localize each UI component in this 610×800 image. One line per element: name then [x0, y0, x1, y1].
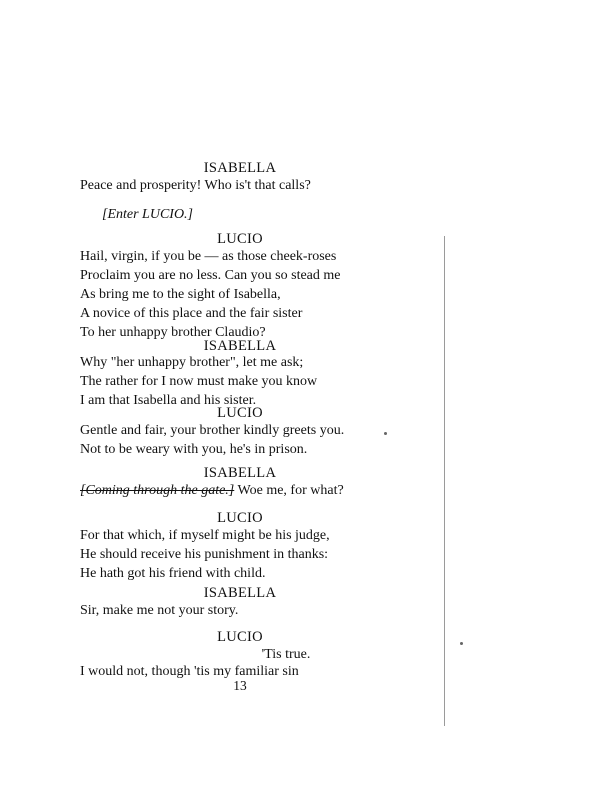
dialogue-line: Hail, virgin, if you be — as those cheek-roses [80, 249, 337, 264]
dialogue-line: For that which, if myself might be his judge, [80, 528, 330, 543]
dialogue-line: 'Tis true. [261, 647, 311, 662]
speaker-name: LUCIO [217, 510, 263, 526]
dialogue-line: Why "her unhappy brother", let me ask; [80, 355, 304, 370]
scan-speck [384, 432, 387, 435]
dialogue-text: Woe me, for what? [237, 483, 344, 498]
speaker-name: ISABELLA [203, 465, 277, 481]
page-number: 13 [233, 678, 247, 693]
dialogue-line: Proclaim you are no less. Can you so stead me [80, 268, 341, 283]
struck-stage-direction: [Coming through the gate.] [80, 483, 235, 498]
dialogue-line: As bring me to the sight of Isabella, [80, 287, 281, 302]
stage-direction: [Enter LUCIO.] [102, 207, 194, 222]
dialogue-line: A novice of this place and the fair sister [80, 306, 303, 321]
dialogue-line: Peace and prosperity! Who is't that calls? [80, 178, 311, 193]
dialogue-line: He should receive his punishment in thanks: [80, 547, 329, 562]
dialogue-line: I am that Isabella and his sister. [80, 393, 257, 408]
speaker-name: LUCIO [217, 231, 263, 247]
speaker-name: ISABELLA [203, 338, 277, 354]
dialogue-line: To her unhappy brother Claudio? [80, 325, 266, 340]
dialogue-line: He hath got his friend with child. [80, 566, 266, 581]
speaker-name: LUCIO [217, 629, 263, 645]
dialogue-line: Not to be weary with you, he's in prison. [80, 442, 308, 457]
dialogue-line: Sir, make me not your story. [80, 603, 239, 618]
speaker-name: ISABELLA [203, 160, 277, 176]
dialogue-line: Gentle and fair, your brother kindly greets you. [80, 423, 345, 438]
dialogue-line: I would not, though 'tis my familiar sin [80, 664, 299, 679]
scan-speck [460, 642, 463, 645]
scan-margin-line [444, 236, 445, 726]
speaker-name: LUCIO [217, 405, 263, 421]
speaker-name: ISABELLA [203, 585, 277, 601]
dialogue-line-with-direction [80, 483, 344, 499]
dialogue-line: The rather for I now must make you know [80, 374, 318, 389]
